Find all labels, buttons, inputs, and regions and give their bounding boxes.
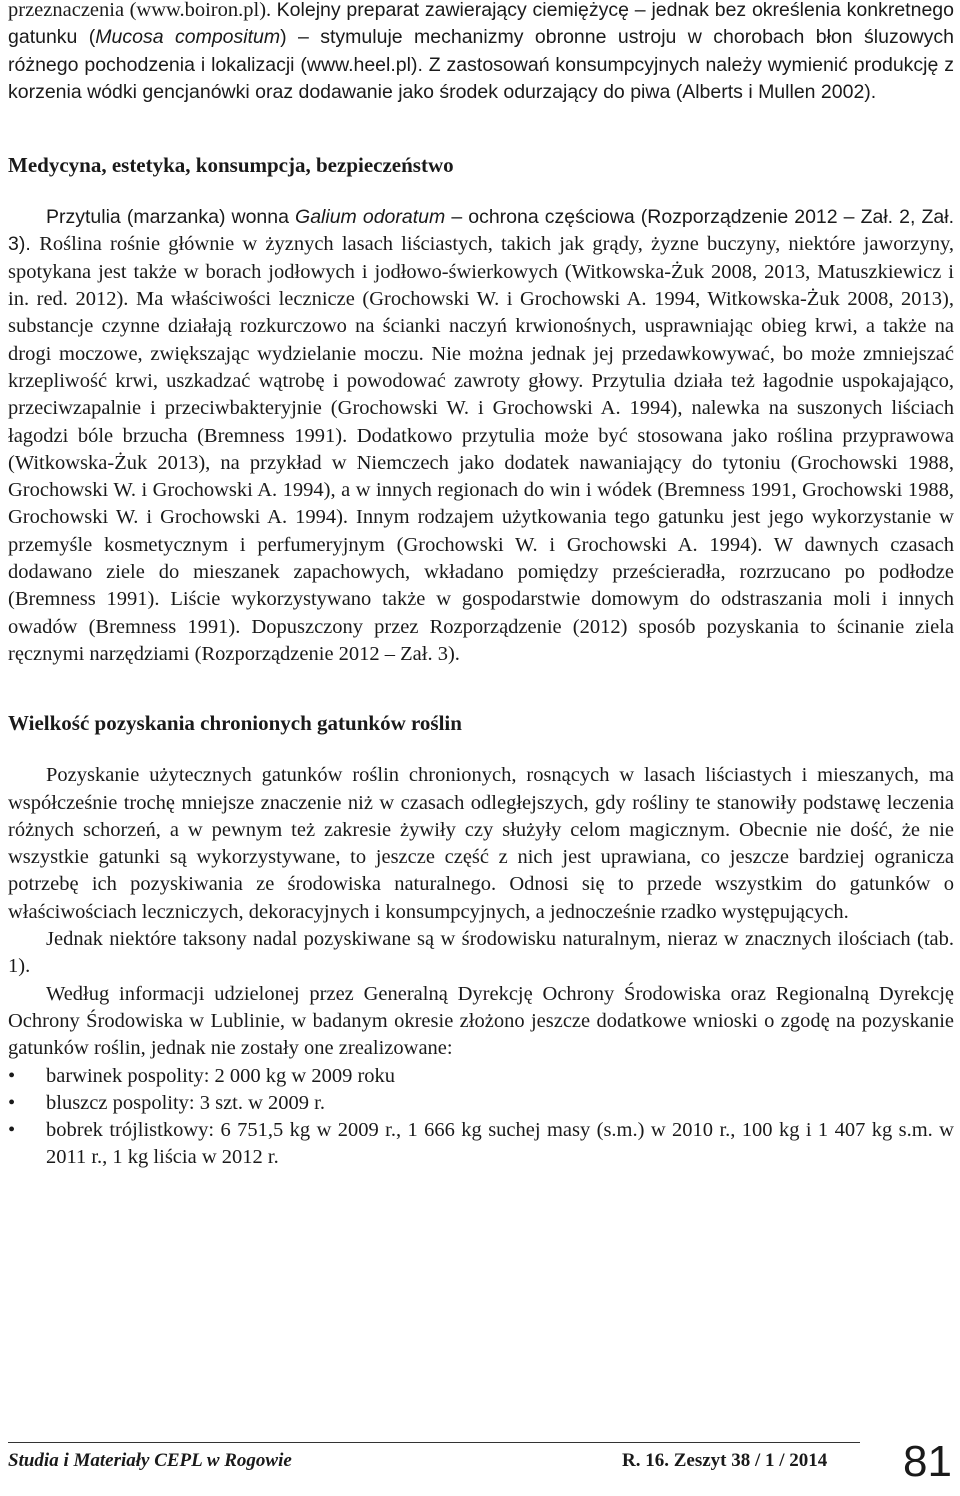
intro-text-1: przeznaczenia (www.boiron.pl). — [8, 0, 277, 21]
bullet-list — [8, 1063, 954, 1172]
section1-text-1: Przytulia (marzanka) wonna — [46, 206, 296, 229]
section2-paragraph-1: Pozyskanie użytecznych gatunków roślin chronionych, rosnących w lasach liściastych i mieszanych, ma współcześnie trochę mniejsze znaczenie niż w czasach odległejszych, gdy rośliny te stanowiły podstawę leczenia różnych schorzeń, a w pewnym też zakresie żywiły czy służyły celom magicznym. Obecnie nie dość, że nie wszystkie gatunki są wykorzystywane, to jeszcze część z nich jest uprawiana, co jeszcze bardziej ogranicza potrzebę ich pozyskiwania ze środowiska naturalnego. Odnosi się to przede wszystkim do gatunków o właściwościach leczniczych, dekoracyjnych i konsumpcyjnych, a jednocześnie rzadko występujących. — [8, 764, 954, 923]
section1-text-3: Roślina rośnie głównie w żyznych lasach liściastych, takich jak grądy, żyzne buczyny, niektóre jaworzyny, spotykana jest także w borach jodłowych i jodłowo-świerkowych (Witkowska-Żuk 2008, 2013, Matuszkiewicz i in. red. 2012). Ma właściwości lecznicze (Grochowski W. i Grochowski A. 1994, Witkowska-Żuk 2008, 2013), substancje czynne działają rozkurczowo na ścianki naczyń krwionośnych, usprawniając obieg krwi, a także na drogi moczowe, zwiększając wydzielanie moczu. Nie można jednak jej przedawkowywać, bo może zmniejszać krzepliwość krwi, uszkadzać wątrobę i powodować zawroty głowy. Przytulia działa też łagodnie uspokajająco, przeciwzapalnie i przeciwbakteryjnie (Grochowski W. i Grochowski A. 1994), nalewka na suszonych liściach łagodzi bóle brzucha (Bremness 1991). Dodatkowo przytulia może być stosowana jako roślina przyprawowa (Witkowska-Żuk 2013), na przykład w Niemczech jako dodatek nawaniający do tytoniu (Grochowski 1988, Grochowski W. i Grochowski A. 1994), a w innych regionach do win i wódek (Bremness 1991, Grochowski 1988, Grochowski W. i Grochowski A. 1994). Innym rodzajem użytkowania tego gatunku jest jego wykorzystanie w przemyśle kosmetycznym i perfumeryjnym (Grochowski W. i Grochowski A. 1994). W dawnych czasach dodawano ziele do mieszanek zapachowych, wkładano pomiędzy prześcieradła, rozrzucano po podłodze (Bremness 1991). Liście wykorzystywano także w gospodarstwie domowym do odstraszania moli i innych owadów (Bremness 1991). Dopuszczony przez Rozporządzenie (2012) sposób pozyskania to ścinanie ziela ręcznymi narzędziami (Rozporządzenie 2012 – Zał. 3). — [8, 233, 954, 665]
intro-species-name: Mucosa compositum — [95, 26, 281, 49]
bullet-icon: • — [8, 1064, 16, 1087]
intro-paragraph — [8, 0, 954, 106]
section1-text-2: – ochrona częściowa (Rozporządzenie 2012 – Zał. 2, Zał. 3). — [8, 206, 954, 256]
section1-species-name: Galium odoratum — [295, 206, 446, 229]
intro-text-3: ) – stymuluje mechanizmy obronne ustroju w chorobach błon śluzowych różnego pochodzenia i lokalizacji (www.heel.pl). Z zastosowań konsumpcyjnych należy wymienić produkcję z korzenia wódki gencjanówki oraz dodawanie jako środek odurzający do piwa (Alberts i Mullen 2002). — [8, 26, 954, 103]
section2-paragraph-2: Jednak niektóre taksony nadal pozyskiwane są w środowisku naturalnym, nieraz w znacznych ilościach (tab. 1). — [8, 928, 954, 978]
list-item-text: barwinek pospolity: 2 000 kg w 2009 roku — [46, 1064, 396, 1087]
bullet-icon: • — [8, 1119, 16, 1142]
footer-journal-title: Studia i Materiały CEPL w Rogowie — [8, 1450, 292, 1471]
footer-issue-info: R. 16. Zeszyt 38 / 1 / 2014 — [622, 1450, 828, 1471]
list-item-text: bobrek trójlistkowy: 6 751,5 kg w 2009 r., 1 666 kg suchej masy (s.m.) w 2010 r., 100 kg i 1 407 kg s.m. w 2011 r., 1 kg liścia w 2012 r. — [46, 1119, 954, 1169]
page-footer — [8, 1432, 954, 1496]
bullet-icon: • — [8, 1091, 16, 1114]
list-item-text: bluszcz pospolity: 3 szt. w 2009 r. — [46, 1091, 326, 1114]
section2-paragraph-3: Według informacji udzielonej przez Generalną Dyrekcję Ochrony Środowiska oraz Regionalną Dyrekcję Ochrony Środowiska w Lublinie, w badanym okresie złożono jeszcze dodatkowe wnioski o zgodę na pozyskanie gatunków roślin, jednak nie zostały one zrealizowane: — [8, 982, 954, 1060]
section-heading-wielkosc: Wielkość pozyskania chronionych gatunków roślin — [8, 711, 462, 736]
document-page — [8, 0, 954, 1172]
page-number: 81 — [903, 1437, 952, 1486]
section-heading-medycyna: Medycyna, estetyka, konsumpcja, bezpieczeństwo — [8, 153, 454, 178]
section1-paragraph — [8, 204, 954, 668]
list-item — [8, 1063, 954, 1090]
list-item — [8, 1090, 954, 1117]
footer-divider — [8, 1442, 860, 1443]
list-item — [8, 1117, 954, 1172]
intro-text-2: Kolejny preparat zawierający ciemiężycę – jednak bez określenia konkretnego gatunku ( — [8, 0, 954, 49]
